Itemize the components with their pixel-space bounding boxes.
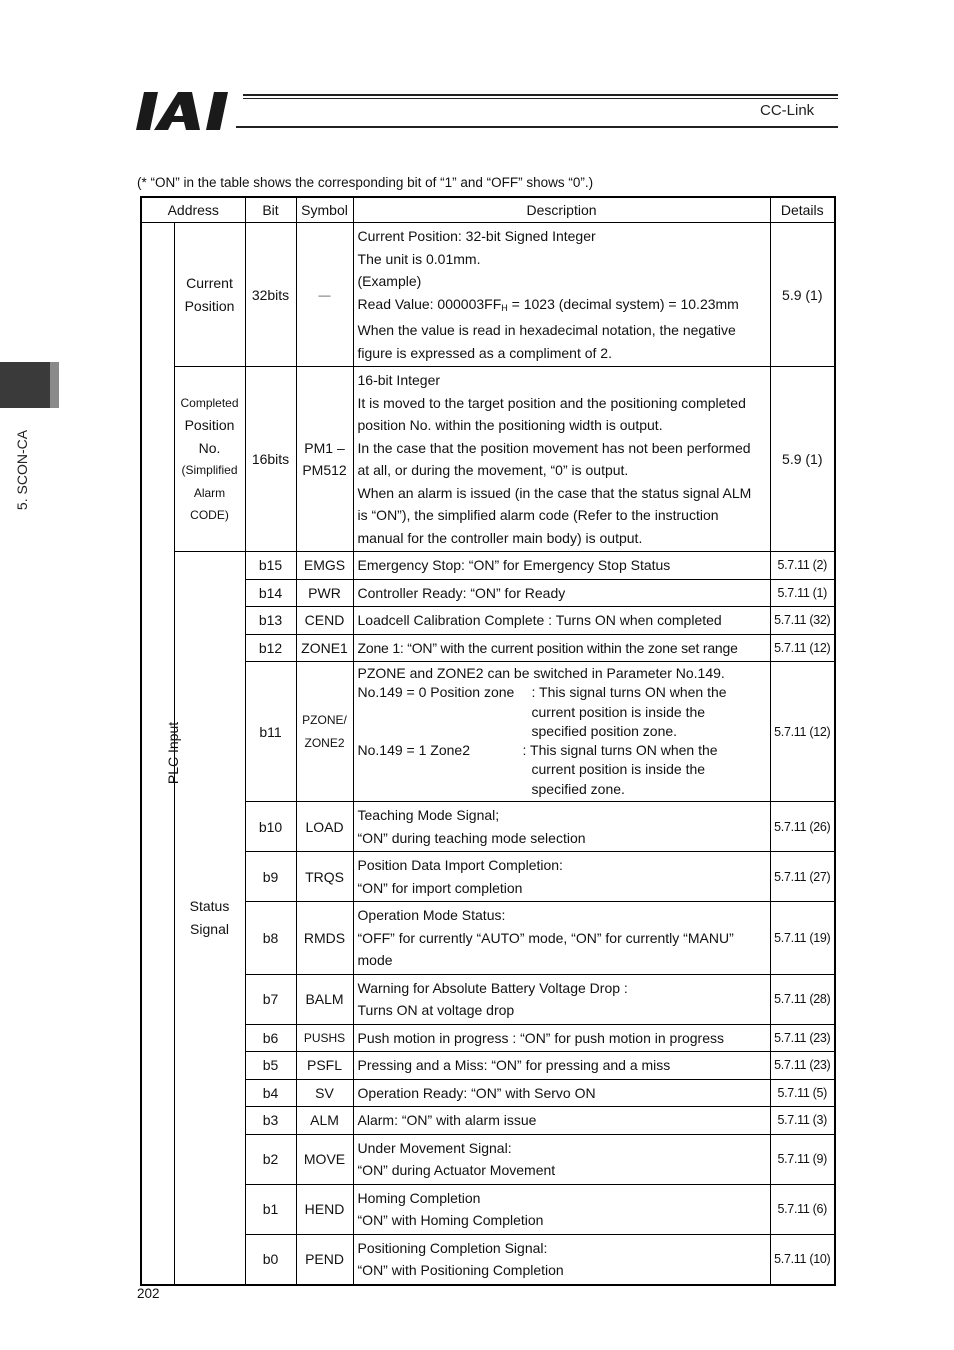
symbol-line: PZONE/ xyxy=(302,713,347,728)
description-line: “ON” for import completion xyxy=(357,879,523,896)
header-address: Address xyxy=(141,197,245,223)
bit-cell: b12 xyxy=(245,634,296,662)
chapter-tab xyxy=(0,362,50,408)
description-cell xyxy=(353,1134,770,1184)
symbol-line: ZONE2 xyxy=(304,735,345,750)
table-row xyxy=(141,974,835,1024)
bit-cell: b10 xyxy=(245,802,296,852)
address-line: No. xyxy=(198,439,221,456)
address-line: Current xyxy=(186,275,233,291)
symbol-cell: LOAD xyxy=(296,802,353,852)
details-cell: 5.7.11 (32) xyxy=(770,607,835,635)
symbol-cell: TRQS xyxy=(296,852,353,902)
symbol-cell: PEND xyxy=(296,1234,353,1285)
details-cell: 5.7.11 (26) xyxy=(770,802,835,852)
address-line: Position xyxy=(184,297,235,314)
address-cell xyxy=(174,367,245,552)
symbol-cell: ALM xyxy=(296,1107,353,1135)
details-cell: 5.7.11 (10) xyxy=(770,1234,835,1285)
description-line: The unit is 0.01mm. xyxy=(357,250,481,267)
description-cell: Alarm: “ON” with alarm issue xyxy=(353,1107,770,1135)
description-line: specified zone. xyxy=(531,780,625,797)
description-cell: Push motion in progress : “ON” for push motion in progress xyxy=(353,1024,770,1052)
bit-cell: b4 xyxy=(245,1079,296,1107)
zone-setting-text: : This signal turns ON when the xyxy=(522,742,718,759)
description-cell: Pressing and a Miss: “ON” for pressing and a miss xyxy=(353,1052,770,1080)
address-line: Alarm xyxy=(193,485,226,500)
table-row xyxy=(141,1134,835,1184)
description-line: It is moved to the target position and the positioning completed xyxy=(357,394,746,411)
bit-cell: b13 xyxy=(245,607,296,635)
symbol-cell xyxy=(296,662,353,802)
address-cell xyxy=(174,223,245,367)
table-row xyxy=(141,552,835,580)
plc-input-table xyxy=(140,196,836,1286)
description-line: “ON” during Actuator Movement xyxy=(357,1162,556,1179)
chapter-tab-accent xyxy=(50,362,59,408)
details-cell: 5.7.11 (12) xyxy=(770,662,835,802)
description-line: mode xyxy=(357,952,393,969)
details-cell: 5.7.11 (27) xyxy=(770,852,835,902)
symbol-cell: SV xyxy=(296,1079,353,1107)
zone-setting-text: : This signal turns ON when the xyxy=(531,684,727,701)
details-cell: 5.7.11 (23) xyxy=(770,1052,835,1080)
symbol-cell: MOVE xyxy=(296,1134,353,1184)
address-line: Completed xyxy=(180,395,239,410)
description-cell: Emergency Stop: “ON” for Emergency Stop Status xyxy=(353,552,770,580)
description-line: Warning for Absolute Battery Voltage Drop : xyxy=(357,979,628,996)
description-cell: Loadcell Calibration Complete : Turns ON when completed xyxy=(353,607,770,635)
group-label: PLC Input xyxy=(165,722,182,785)
address-cell xyxy=(174,552,245,1285)
description-cell: Zone 1: “ON” with the current position within the zone set range xyxy=(353,634,770,662)
address-line: (Simplified xyxy=(181,463,238,477)
header-description: Description xyxy=(353,197,770,223)
description-line: figure is expressed as a compliment of 2. xyxy=(357,344,612,361)
symbol-cell: PUSHS xyxy=(296,1024,353,1052)
description-line: current position is inside the xyxy=(531,761,706,778)
header-symbol: Symbol xyxy=(296,197,353,223)
table-row xyxy=(141,1052,835,1080)
description-cell xyxy=(353,1184,770,1234)
symbol-cell: PSFL xyxy=(296,1052,353,1080)
description-line: Teaching Mode Signal; xyxy=(357,807,500,824)
bit-cell: b2 xyxy=(245,1134,296,1184)
details-cell: 5.7.11 (19) xyxy=(770,902,835,975)
bit-cell: b9 xyxy=(245,852,296,902)
details-cell: 5.7.11 (9) xyxy=(770,1134,835,1184)
description-line xyxy=(358,683,766,702)
table-row xyxy=(141,1184,835,1234)
table-row xyxy=(141,902,835,975)
description-line xyxy=(358,293,766,320)
address-line: Signal xyxy=(190,920,229,937)
table-row xyxy=(141,579,835,607)
description-line: PZONE and ZONE2 can be switched in Parameter No.149. xyxy=(357,665,725,681)
description-cell xyxy=(353,662,770,802)
description-line: In the case that the position movement has not been performed xyxy=(357,439,751,456)
symbol-cell: — xyxy=(296,223,353,367)
details-cell: 5.7.11 (23) xyxy=(770,1024,835,1052)
description-line: Turns ON at voltage drop xyxy=(357,1002,515,1019)
bit-cell: b14 xyxy=(245,579,296,607)
bit-cell: 32bits xyxy=(245,223,296,367)
bit-cell: 16bits xyxy=(245,367,296,552)
table-row xyxy=(141,1079,835,1107)
description-line: “ON” with Positioning Completion xyxy=(357,1262,564,1279)
description-line: Positioning Completion Signal: xyxy=(357,1239,548,1256)
group-label-cell xyxy=(141,223,182,1285)
description-line: Current Position: 32-bit Signed Integer xyxy=(357,228,596,244)
description-line: position No. within the positioning width is output. xyxy=(357,417,663,433)
header-details: Details xyxy=(770,197,835,223)
header-rule-top xyxy=(243,94,838,96)
description-cell: Controller Ready: “ON” for Ready xyxy=(353,579,770,607)
symbol-cell: PWR xyxy=(296,579,353,607)
description-line: current position is inside the xyxy=(531,703,706,720)
section-title: CC-Link xyxy=(760,102,815,119)
table-note: (* “ON” in the table shows the corresponding bit of “1” and “OFF” shows “0”.) xyxy=(137,175,594,190)
details-cell: 5.7.11 (2) xyxy=(770,552,835,580)
zone-setting-label: No.149 = 0 Position zone xyxy=(357,684,515,701)
bit-cell: b3 xyxy=(245,1107,296,1135)
symbol-cell: EMGS xyxy=(296,552,353,580)
symbol-cell: HEND xyxy=(296,1184,353,1234)
description-cell xyxy=(353,223,770,367)
symbol-cell: RMDS xyxy=(296,902,353,975)
bit-cell: b11 xyxy=(245,662,296,802)
address-line: CODE) xyxy=(190,508,229,522)
description-line: “OFF” for currently “AUTO” mode, “ON” for currently “MANU” xyxy=(357,929,734,946)
description-cell xyxy=(353,1234,770,1285)
description-line xyxy=(358,741,766,760)
description-line: manual for the controller main body) is output. xyxy=(357,529,643,546)
description-line: When an alarm is issued (in the case that the status signal ALM xyxy=(357,484,752,501)
description-cell: Operation Ready: “ON” with Servo ON xyxy=(353,1079,770,1107)
table-row xyxy=(141,1107,835,1135)
table-row xyxy=(141,367,835,552)
bit-cell: b15 xyxy=(245,552,296,580)
header-rule-mid xyxy=(243,98,838,99)
description-line: (Example) xyxy=(357,273,422,289)
details-cell: 5.7.11 (28) xyxy=(770,974,835,1024)
details-cell: 5.7.11 (1) xyxy=(770,579,835,607)
bit-cell: b5 xyxy=(245,1052,296,1080)
details-cell: 5.7.11 (12) xyxy=(770,634,835,662)
description-line: is “ON”), the simplified alarm code (Refer to the instruction xyxy=(357,507,719,523)
symbol-cell: ZONE1 xyxy=(296,634,353,662)
details-cell: 5.9 (1) xyxy=(770,223,835,367)
symbol-cell: BALM xyxy=(296,974,353,1024)
hex-subscript: H xyxy=(501,302,508,313)
details-cell: 5.7.11 (5) xyxy=(770,1079,835,1107)
description-cell xyxy=(353,902,770,975)
description-line: Operation Mode Status: xyxy=(357,907,506,924)
bit-cell: b6 xyxy=(245,1024,296,1052)
table-header-row xyxy=(141,197,835,223)
description-line: Position Data Import Completion: xyxy=(357,857,563,874)
header-bit: Bit xyxy=(245,197,296,223)
chapter-label: 5. SCON-CA xyxy=(14,429,30,511)
symbol-cell: CEND xyxy=(296,607,353,635)
description-line: “ON” during teaching mode selection xyxy=(357,829,586,846)
table-row xyxy=(141,1024,835,1052)
description-line: at all, or during the movement, “0” is output. xyxy=(357,462,629,478)
address-line: Status xyxy=(189,898,230,915)
iai-logo xyxy=(136,92,240,130)
description-line: Under Movement Signal: xyxy=(357,1139,512,1156)
description-line: When the value is read in hexadecimal notation, the negative xyxy=(357,322,736,338)
bit-cell: b0 xyxy=(245,1234,296,1285)
zone-setting-label: No.149 = 1 Zone2 xyxy=(357,742,470,759)
bit-cell: b1 xyxy=(245,1184,296,1234)
symbol-line: PM1 – xyxy=(304,439,345,456)
description-cell xyxy=(353,367,770,552)
address-line: Position xyxy=(184,417,235,433)
bit-cell: b8 xyxy=(245,902,296,975)
description-cell xyxy=(353,802,770,852)
table-row xyxy=(141,852,835,902)
bit-cell: b7 xyxy=(245,974,296,1024)
description-line: “ON” with Homing Completion xyxy=(357,1212,544,1229)
details-cell: 5.7.11 (6) xyxy=(770,1184,835,1234)
page-number: 202 xyxy=(137,1286,160,1301)
read-value-text: Read Value: 000003FF xyxy=(357,295,502,312)
details-cell: 5.9 (1) xyxy=(770,367,835,552)
read-value-result: = 1023 (decimal system) = 10.23mm xyxy=(507,295,739,312)
symbol-line: PM512 xyxy=(302,462,347,478)
table-row xyxy=(141,802,835,852)
description-line: specified position zone. xyxy=(531,722,678,739)
table-row xyxy=(141,607,835,635)
table-row xyxy=(141,634,835,662)
description-line: Homing Completion xyxy=(357,1189,481,1206)
description-line: 16-bit Integer xyxy=(357,372,441,388)
details-cell: 5.7.11 (3) xyxy=(770,1107,835,1135)
table-row xyxy=(141,223,835,367)
table-row xyxy=(141,662,835,802)
description-cell xyxy=(353,974,770,1024)
header-rule-bottom xyxy=(236,126,838,128)
description-cell xyxy=(353,852,770,902)
symbol-cell xyxy=(296,367,353,552)
table-row xyxy=(141,1234,835,1285)
